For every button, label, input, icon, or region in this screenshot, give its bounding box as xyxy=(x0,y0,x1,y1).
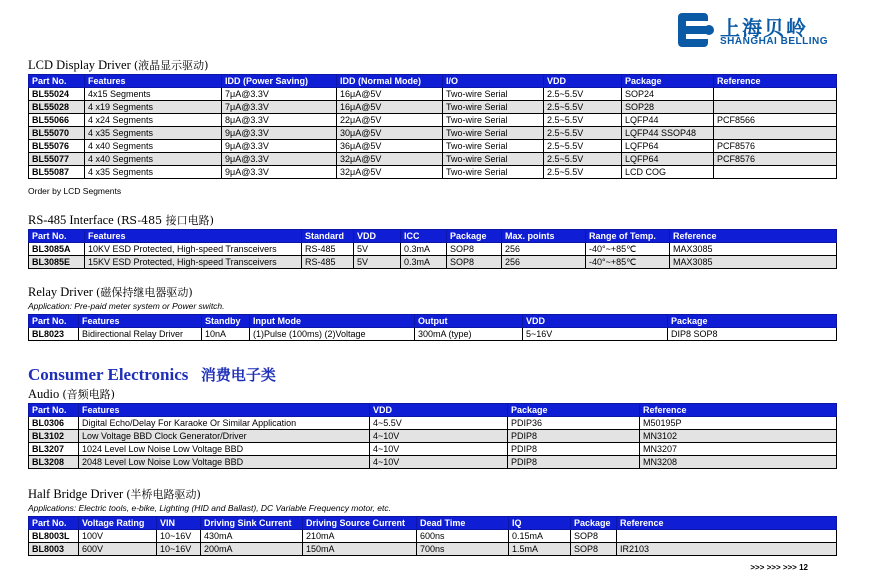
table-cell: RS-485 xyxy=(302,256,354,269)
table-cell: 300mA (type) xyxy=(415,328,523,341)
lcd-driver-table xyxy=(28,74,837,179)
part-number-cell: BL0306 xyxy=(29,417,79,430)
relay-section-title xyxy=(28,284,193,300)
rs485-title-en: RS-485 Interface xyxy=(28,213,114,227)
table-cell: Two-wire Serial xyxy=(443,153,544,166)
page-number-value: 12 xyxy=(799,563,808,572)
consumer-title-cn: 消费电子类 xyxy=(200,366,276,384)
table-cell: MN3208 xyxy=(640,456,837,469)
page-number xyxy=(750,563,808,572)
relay-title-en: Relay Driver xyxy=(28,285,93,299)
column-header: Reference xyxy=(670,230,837,243)
column-header: Reference xyxy=(714,75,837,88)
table-cell: 256 xyxy=(502,256,586,269)
table-cell: 10KV ESD Protected, High-speed Transceivers xyxy=(85,243,302,256)
table-cell: 700ns xyxy=(417,543,509,556)
table-cell: -40°~+85℃ xyxy=(586,256,670,269)
lcd-title-cn: (液晶显示驱动) xyxy=(133,59,209,72)
table-cell: 4~5.5V xyxy=(370,417,508,430)
table-cell: 36μA@5V xyxy=(337,140,443,153)
table-cell: 4~10V xyxy=(370,430,508,443)
table-cell: 4 x19 Segments xyxy=(85,101,222,114)
table-header-row xyxy=(29,315,837,328)
part-number-cell: BL55066 xyxy=(29,114,85,127)
table-row xyxy=(29,530,837,543)
table-header-row xyxy=(29,517,837,530)
table-cell: IR2103 xyxy=(617,543,837,556)
table-cell: 4x15 Segments xyxy=(85,88,222,101)
table-cell: MN3207 xyxy=(640,443,837,456)
table-cell: 16μA@5V xyxy=(337,101,443,114)
table-cell: 0.15mA xyxy=(509,530,571,543)
table-cell: 10~16V xyxy=(157,530,201,543)
table-row xyxy=(29,328,837,341)
table-cell: 10nA xyxy=(202,328,250,341)
column-header: Package xyxy=(622,75,714,88)
part-number-cell: BL8003 xyxy=(29,543,79,556)
table-cell: Low Voltage BBD Clock Generator/Driver xyxy=(79,430,370,443)
halfbridge-title-cn: (半桥电路驱动) xyxy=(126,488,201,501)
relay-title-cn: (磁保持继电器驱动) xyxy=(96,286,193,299)
table-cell xyxy=(714,127,837,140)
table-cell: SOP8 xyxy=(571,543,617,556)
table-cell: LQFP64 xyxy=(622,153,714,166)
halfbridge-title-en: Half Bridge Driver xyxy=(28,487,124,501)
part-number-cell: BL3085E xyxy=(29,256,85,269)
table-cell: 0.3mA xyxy=(401,243,447,256)
table-cell: 5~16V xyxy=(523,328,668,341)
column-header: Voltage Rating xyxy=(79,517,157,530)
shanghai-belling-logo xyxy=(676,10,856,52)
table-cell: 32μA@5V xyxy=(337,166,443,179)
table-cell: 2048 Level Low Noise Low Voltage BBD xyxy=(79,456,370,469)
table-cell: SOP24 xyxy=(622,88,714,101)
table-row xyxy=(29,417,837,430)
table-cell: Two-wire Serial xyxy=(443,140,544,153)
column-header: Reference xyxy=(617,517,837,530)
table-header-row xyxy=(29,230,837,243)
part-number-cell: BL8003L xyxy=(29,530,79,543)
table-cell: 256 xyxy=(502,243,586,256)
part-number-cell: BL8023 xyxy=(29,328,79,341)
relay-driver-table xyxy=(28,314,837,341)
table-row xyxy=(29,101,837,114)
table-cell: 100V xyxy=(79,530,157,543)
part-number-cell: BL55077 xyxy=(29,153,85,166)
table-cell: 2.5~5.5V xyxy=(544,88,622,101)
part-number-cell: BL3208 xyxy=(29,456,79,469)
table-cell: Bidirectional Relay Driver xyxy=(79,328,202,341)
table-row xyxy=(29,456,837,469)
table-cell: 5V xyxy=(354,256,401,269)
table-cell: MAX3085 xyxy=(670,243,837,256)
column-header: Standby xyxy=(202,315,250,328)
table-cell: M50195P xyxy=(640,417,837,430)
table-cell: (1)Pulse (100ms) (2)Voltage xyxy=(250,328,415,341)
table-cell: PDIP8 xyxy=(508,456,640,469)
part-number-cell: BL3102 xyxy=(29,430,79,443)
column-header: VDD xyxy=(354,230,401,243)
table-cell: PDIP36 xyxy=(508,417,640,430)
column-header: VDD xyxy=(544,75,622,88)
table-cell: 7μA@3.3V xyxy=(222,88,337,101)
table-cell: LCD COG xyxy=(622,166,714,179)
rs485-interface-table xyxy=(28,229,837,269)
part-number-cell: BL55087 xyxy=(29,166,85,179)
table-cell: 4 x24 Segments xyxy=(85,114,222,127)
column-header: Part No. xyxy=(29,517,79,530)
table-cell: -40°~+85℃ xyxy=(586,243,670,256)
part-number-cell: BL55070 xyxy=(29,127,85,140)
table-row xyxy=(29,140,837,153)
belling-logo-icon xyxy=(676,10,716,50)
table-row xyxy=(29,153,837,166)
part-number-cell: BL3085A xyxy=(29,243,85,256)
table-row xyxy=(29,243,837,256)
column-header: Features xyxy=(85,75,222,88)
column-header: Package xyxy=(668,315,837,328)
column-header: Driving Sink Current xyxy=(201,517,303,530)
table-cell: PDIP8 xyxy=(508,430,640,443)
table-row xyxy=(29,88,837,101)
table-cell: 210mA xyxy=(303,530,417,543)
audio-title-cn: (音频电路) xyxy=(62,388,115,401)
table-cell: 2.5~5.5V xyxy=(544,101,622,114)
table-cell: 1.5mA xyxy=(509,543,571,556)
table-cell: 8μA@3.3V xyxy=(222,114,337,127)
table-cell: 2.5~5.5V xyxy=(544,166,622,179)
table-cell: LQFP44 xyxy=(622,114,714,127)
part-number-cell: BL3207 xyxy=(29,443,79,456)
column-header: Features xyxy=(85,230,302,243)
column-header: Part No. xyxy=(29,315,79,328)
table-cell: 9μA@3.3V xyxy=(222,127,337,140)
column-header: IDD (Power Saving) xyxy=(222,75,337,88)
audio-section-title xyxy=(28,386,115,402)
halfbridge-section-title xyxy=(28,486,201,502)
column-header: Part No. xyxy=(29,404,79,417)
table-cell: Two-wire Serial xyxy=(443,114,544,127)
audio-title-en: Audio xyxy=(28,387,60,401)
brand-name-en: SHANGHAI BELLING xyxy=(720,36,828,47)
table-row xyxy=(29,127,837,140)
column-header: Part No. xyxy=(29,75,85,88)
part-number-cell: BL55076 xyxy=(29,140,85,153)
table-row xyxy=(29,114,837,127)
table-cell: 430mA xyxy=(201,530,303,543)
rs485-title-cn: (RS-485 接口电路) xyxy=(116,214,214,227)
consumer-title-en: Consumer Electronics xyxy=(28,365,189,384)
table-cell: 10~16V xyxy=(157,543,201,556)
column-header: IDD (Normal Mode) xyxy=(337,75,443,88)
table-cell: 600V xyxy=(79,543,157,556)
column-header: Features xyxy=(79,404,370,417)
table-cell: Two-wire Serial xyxy=(443,166,544,179)
column-header: Reference xyxy=(640,404,837,417)
column-header: Standard xyxy=(302,230,354,243)
table-cell: 4~10V xyxy=(370,456,508,469)
table-cell: 600ns xyxy=(417,530,509,543)
table-cell xyxy=(617,530,837,543)
table-cell: PCF8576 xyxy=(714,153,837,166)
table-cell: 2.5~5.5V xyxy=(544,140,622,153)
table-cell: 30μA@5V xyxy=(337,127,443,140)
part-number-cell: BL55028 xyxy=(29,101,85,114)
table-cell xyxy=(714,88,837,101)
column-header: Features xyxy=(79,315,202,328)
table-cell: 2.5~5.5V xyxy=(544,114,622,127)
table-cell: SOP8 xyxy=(447,256,502,269)
table-cell: 5V xyxy=(354,243,401,256)
half-bridge-driver-table xyxy=(28,516,837,556)
lcd-order-note: Order by LCD Segments xyxy=(28,186,122,196)
table-cell: 4 x35 Segments xyxy=(85,127,222,140)
lcd-title-en: LCD Display Driver xyxy=(28,58,131,72)
column-header: Package xyxy=(508,404,640,417)
column-header: Package xyxy=(571,517,617,530)
table-cell: SOP8 xyxy=(447,243,502,256)
table-cell: MN3102 xyxy=(640,430,837,443)
table-row xyxy=(29,543,837,556)
table-cell: PCF8566 xyxy=(714,114,837,127)
table-cell: 32μA@5V xyxy=(337,153,443,166)
relay-application-note: Application: Pre-paid meter system or Power switch. xyxy=(28,301,225,311)
page-arrows: >>> >>> >>> xyxy=(750,563,797,572)
table-cell: DIP8 SOP8 xyxy=(668,328,837,341)
column-header: Package xyxy=(447,230,502,243)
table-cell: MAX3085 xyxy=(670,256,837,269)
table-header-row xyxy=(29,404,837,417)
halfbridge-application-note: Applications: Electric tools, e-bike, Lighting (HID and Ballast), DC Variable Frequency motor, etc. xyxy=(28,503,391,513)
table-cell: PCF8576 xyxy=(714,140,837,153)
column-header: Driving Source Current xyxy=(303,517,417,530)
column-header: ICC xyxy=(401,230,447,243)
rs485-section-title xyxy=(28,212,214,228)
brand-name-cn: 上海贝岭 xyxy=(720,16,808,40)
column-header: VIN xyxy=(157,517,201,530)
column-header: Max. points xyxy=(502,230,586,243)
table-row xyxy=(29,443,837,456)
column-header: Dead Time xyxy=(417,517,509,530)
table-cell: 4 x35 Segments xyxy=(85,166,222,179)
column-header: Range of Temp. xyxy=(586,230,670,243)
column-header: VDD xyxy=(370,404,508,417)
table-cell: 0.3mA xyxy=(401,256,447,269)
column-header: Part No. xyxy=(29,230,85,243)
table-cell: 16μA@5V xyxy=(337,88,443,101)
table-cell: 200mA xyxy=(201,543,303,556)
table-cell: SOP8 xyxy=(571,530,617,543)
table-cell: LQFP64 xyxy=(622,140,714,153)
table-cell: 1024 Level Low Noise Low Voltage BBD xyxy=(79,443,370,456)
column-header: IQ xyxy=(509,517,571,530)
column-header: VDD xyxy=(523,315,668,328)
table-row xyxy=(29,166,837,179)
table-cell: 2.5~5.5V xyxy=(544,153,622,166)
table-cell: Two-wire Serial xyxy=(443,101,544,114)
column-header: I/O xyxy=(443,75,544,88)
table-cell: 4 x40 Segments xyxy=(85,140,222,153)
table-header-row xyxy=(29,75,837,88)
table-cell: 2.5~5.5V xyxy=(544,127,622,140)
audio-table xyxy=(28,403,837,469)
table-cell: 4~10V xyxy=(370,443,508,456)
table-cell: 9μA@3.3V xyxy=(222,153,337,166)
table-cell: Digital Echo/Delay For Karaoke Or Similar Application xyxy=(79,417,370,430)
consumer-electronics-heading xyxy=(28,364,276,385)
column-header: Output xyxy=(415,315,523,328)
table-cell: Two-wire Serial xyxy=(443,127,544,140)
lcd-section-title xyxy=(28,57,208,73)
table-cell: Two-wire Serial xyxy=(443,88,544,101)
table-cell: 15KV ESD Protected, High-speed Transceivers xyxy=(85,256,302,269)
table-row xyxy=(29,256,837,269)
table-row xyxy=(29,430,837,443)
table-cell: 7μA@3.3V xyxy=(222,101,337,114)
table-cell: RS-485 xyxy=(302,243,354,256)
table-cell: 4 x40 Segments xyxy=(85,153,222,166)
table-cell: 22μA@5V xyxy=(337,114,443,127)
table-cell: 9μA@3.3V xyxy=(222,166,337,179)
table-cell: SOP28 xyxy=(622,101,714,114)
table-cell: LQFP44 SSOP48 xyxy=(622,127,714,140)
table-cell xyxy=(714,166,837,179)
table-cell: PDIP8 xyxy=(508,443,640,456)
part-number-cell: BL55024 xyxy=(29,88,85,101)
table-cell: 150mA xyxy=(303,543,417,556)
column-header: Input Mode xyxy=(250,315,415,328)
table-cell xyxy=(714,101,837,114)
table-cell: 9μA@3.3V xyxy=(222,140,337,153)
